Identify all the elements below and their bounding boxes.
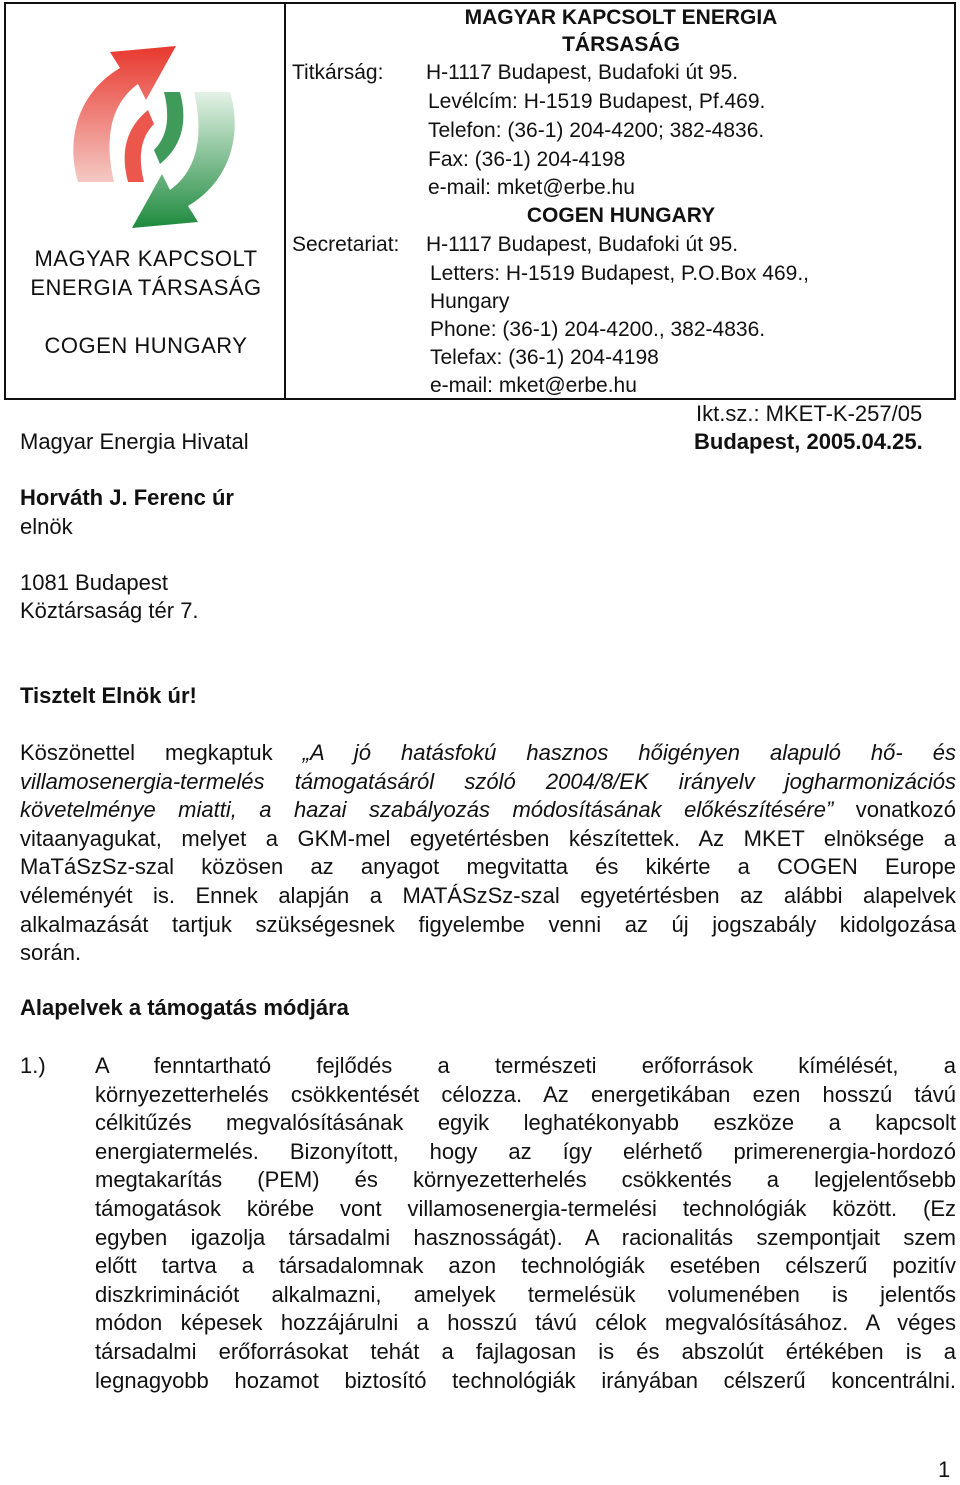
en-address: H-1117 Budapest, Budafoki út 95. — [426, 233, 739, 256]
recipient-title: elnök — [20, 514, 73, 539]
recipient-org: Magyar Energia Hivatal — [20, 429, 249, 454]
intro-italic-text: követelménye miatti, a hazai szabályozás módosításának előkészítésére” — [20, 797, 834, 823]
company-logo-icon — [58, 32, 248, 244]
page-number: 1 — [938, 1457, 951, 1482]
intro-text: vonatkozó — [833, 797, 956, 823]
letter-date: Budapest, 2005.04.25. — [694, 429, 923, 454]
company-title-line1: MAGYAR KAPCSOLT ENERGIA — [464, 6, 778, 29]
point-line: módon képesek hozzájárulni a hosszú távú célok megvalósításához. A véges — [95, 1310, 956, 1336]
point-1-paragraph — [95, 1052, 956, 1395]
letterhead-left — [6, 4, 286, 398]
intro-line — [20, 739, 956, 768]
hu-mail-address: Levélcím: H-1519 Budapest, Pf.469. — [428, 90, 766, 113]
point-number: 1.) — [20, 1053, 46, 1078]
en-country: Hungary — [430, 290, 510, 313]
en-phone: Phone: (36-1) 204-4200., 382-4836. — [430, 318, 766, 341]
point-line: előtt tartva a társadalomnak azon technológiák esetében célszerű pozitív — [95, 1253, 956, 1279]
point-line: támogatások körébe vont villamosenergia-termelési technológiák között. (Ez — [95, 1195, 956, 1221]
point-line: környezetterhelés csökkentését célozza. Az energetikában ezen hosszú távú — [95, 1081, 956, 1107]
english-title: COGEN HUNGARY — [526, 204, 716, 227]
org-name-line2: ENERGIA TÁRSASÁG — [30, 275, 262, 300]
en-letters: Letters: H-1519 Budapest, P.O.Box 469., — [430, 262, 810, 285]
recipient-street: Köztársaság tér 7. — [20, 598, 199, 623]
intro-line: MaTáSzSz-szal közösen az anyagot megvitatta és kikérte a COGEN Europe — [20, 854, 956, 880]
intro-line: véleményét is. Ennek alapján a MATÁSzSz-szal egyetértésben az alábbi alapelvek — [20, 882, 956, 908]
intro-paragraph — [20, 739, 956, 968]
org-name-line1: MAGYAR KAPCSOLT — [34, 246, 258, 271]
hu-phone: Telefon: (36-1) 204-4200; 382-4836. — [428, 119, 765, 142]
en-secretariat-label: Secretariat: — [292, 233, 400, 256]
intro-text: Köszönettel megkaptuk — [20, 740, 303, 765]
company-title-line2: TÁRSASÁG — [562, 33, 680, 56]
letterhead — [4, 2, 956, 400]
point-line: legnagyobb hozamot biztosító technológiák irányában célszerű koncentrálni. — [95, 1367, 956, 1393]
point-line: egyben igazolja társadalmi hasznosságát). A racionalitás szempontjait szem — [95, 1224, 956, 1250]
point-line: energiatermelés. Bizonyított, hogy az így elérhető primerenergia-hordozó — [95, 1138, 956, 1164]
recipient-name: Horváth J. Ferenc úr — [20, 485, 234, 510]
org-name-english: COGEN HUNGARY — [44, 333, 248, 358]
hu-secretariat-label: Titkárság: — [292, 61, 384, 84]
reference-number: Ikt.sz.: MKET-K-257/05 — [696, 401, 923, 426]
hu-email: e-mail: mket@erbe.hu — [428, 176, 635, 199]
hu-fax: Fax: (36-1) 204-4198 — [428, 148, 626, 171]
intro-line — [20, 796, 956, 825]
letterhead-contact — [288, 4, 954, 398]
intro-line: során. — [20, 940, 82, 966]
recipient-city: 1081 Budapest — [20, 570, 169, 595]
en-fax: Telefax: (36-1) 204-4198 — [430, 346, 659, 369]
intro-line: vitaanyagukat, melyet a GKM-mel egyetértésben készítettek. Az MKET elnöksége a — [20, 825, 956, 851]
point-line: társadalmi erőforrásokat tehát a fajlagosan is és abszolút értékében is a — [95, 1338, 956, 1364]
point-line: megtakarítás (PEM) és környezetterhelés csökkentés a legjelentősebb — [95, 1167, 956, 1193]
intro-italic-text: „A jó hatásfokú hasznos hőigényen alapuló hő- és — [302, 740, 956, 765]
section-title: Alapelvek a támogatás módjára — [20, 995, 349, 1020]
salutation: Tisztelt Elnök úr! — [20, 683, 197, 708]
point-line: célkitűzés megvalósításának egyik leghatékonyabb eszköze a kapcsolt — [95, 1110, 956, 1136]
intro-line: villamosenergia-termelés támogatásáról szóló 2004/8/EK irányelv jogharmonizációs — [20, 768, 956, 794]
point-line: A fenntartható fejlődés a természeti erőforrások kímélését, a — [95, 1053, 956, 1078]
intro-line: alkalmazását tartjuk szükségesnek figyelembe venni az új jogszabály kidolgozása — [20, 911, 956, 937]
en-email: e-mail: mket@erbe.hu — [430, 374, 637, 397]
hu-address: H-1117 Budapest, Budafoki út 95. — [426, 61, 739, 84]
point-line: diszkriminációt alkalmazni, amelyek termelésük volumenében is jelentős — [95, 1281, 956, 1307]
